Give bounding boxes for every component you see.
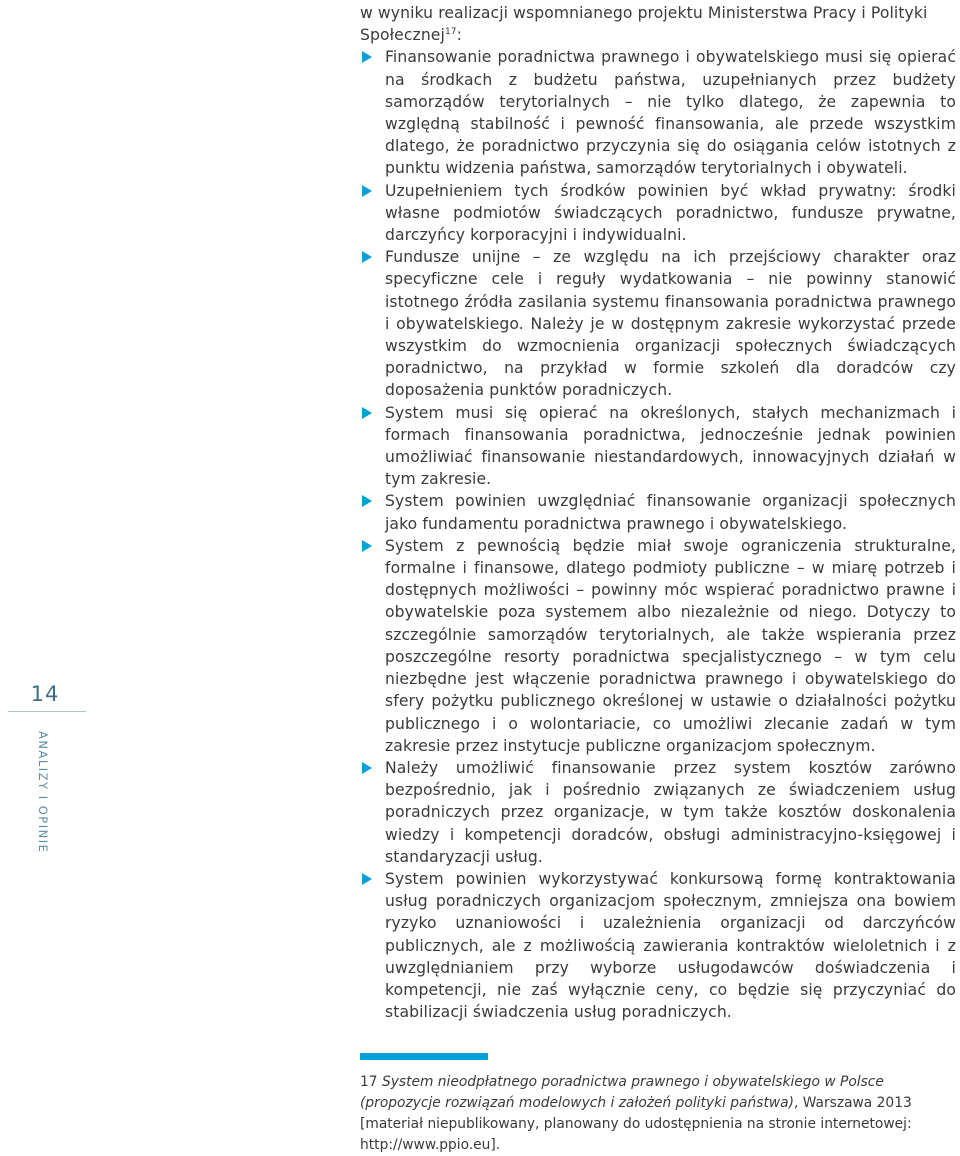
list-item	[360, 180, 956, 247]
footnote-reference[interactable]: 17	[444, 27, 457, 38]
triangle-bullet-icon	[362, 540, 372, 552]
triangle-bullet-icon	[362, 495, 372, 507]
list-item-text: System z pewnością będzie miał swoje ograniczenia strukturalne, formalne i finansowe, dlatego podmioty publiczne – w miarę potrzeb i dostępnych możliwości – powinny móc wspierać poradnictwo prawne i obywatelskie poza systemem albo niezależnie od niego. Dotyczy to szczególnie samorządów terytorialnych, ale także wspierania przez poszczególne resorty poradnictwa specjalistycznego – w tym celu niezbędne jest włączenie poradnictwa prawnego i obywatelskiego do sfery pożytku publicznego określonej w ustawie o działalności pożytku publicznego i o wolontariacie, co umożliwi zlecanie zadań w tym zakresie przez instytucje publiczne organizacjom społecznym.	[385, 536, 956, 755]
list-item-text: System powinien wykorzystywać konkursową formę kontraktowania usług poradniczych organizacjom społecznym, zmniejsza ona bowiem ryzyko uznaniowości i uzależnienia organizacji od darczyńców publicznych, ale z możliwością zawierania kontraktów wieloletnich i z uwzględnianiem przy wyborze usługodawców doświadczenia i kompetencji, nie zaś wyłącznie ceny, co będzie się przyczyniać do stabilizacji świadczenia usług poradniczych.	[385, 869, 956, 1022]
recommendations-list	[360, 46, 956, 1023]
footnote-number: 17	[360, 1074, 378, 1090]
list-item-text: Należy umożliwić finansowanie przez system kosztów zarówno bezpośrednio, jak i pośrednio związanych ze świadczeniem usług poradniczych przez organizacje, w tym także kosztów doskonalenia wiedzy i kompetencji doradców, obsługi administracyjno-księgowej i standaryzacji usług.	[385, 758, 956, 866]
main-text	[360, 2, 956, 1023]
triangle-bullet-icon	[362, 51, 372, 63]
footnote-details: , Warszawa 2013 [materiał niepublikowany, planowany do udostępnienia na stronie internetowej: http://www.ppio.eu].	[360, 1095, 912, 1153]
triangle-bullet-icon	[362, 873, 372, 885]
footnote-title: System nieodpłatnego poradnictwa prawnego i obywatelskiego w Polsce (propozycje rozwiązań modelowych i założeń polityki państwa)	[360, 1074, 884, 1111]
footnote	[360, 1072, 956, 1156]
list-item	[360, 757, 956, 868]
page-number: 14	[30, 682, 60, 706]
list-item	[360, 868, 956, 1023]
list-item	[360, 535, 956, 757]
section-label: ANALIZY I OPINIE	[36, 731, 50, 854]
list-item	[360, 46, 956, 179]
triangle-bullet-icon	[362, 407, 372, 419]
intro-paragraph	[360, 2, 956, 46]
list-item-text: System musi się opierać na określonych, stałych mechanizmach i formach finansowania poradnictwa, jednocześnie jednak powinien umożliwiać finansowanie niestandardowych, innowacyjnych działań w tym zakresie.	[385, 403, 956, 489]
intro-text: w wyniku realizacji wspomnianego projektu Ministerstwa Pracy i Polityki Społecznej	[360, 4, 928, 45]
list-item-text: Fundusze unijne – ze względu na ich przejściowy charakter oraz specyficzne cele i reguły wydatkowania – nie powinny stanowić istotnego źródła zasilania systemu finansowania poradnictwa prawnego i obywatelskiego. Należy je w dostępnym zakresie wykorzystać przede wszystkim do wzmocnienia organizacji społecznych świadczących poradnictwo, na przykład w formie szkoleń dla doradców czy doposażenia punktów poradniczych.	[385, 248, 956, 400]
list-item-text: Finansowanie poradnictwa prawnego i obywatelskiego musi się opierać na środkach z budżetu państwa, uzupełnianych przez budżety samorządów terytorialnych – nie tylko dlatego, że zapewnia to względną stabilność i pewność finansowania, ale przede wszystkim dlatego, że poradnictwo przyczynia się do osiągania celów istotnych z punktu widzenia państwa, samorządów terytorialnych i obywateli.	[385, 48, 956, 178]
list-item-text: Uzupełnieniem tych środków powinien być wkład prywatny: środki własne podmiotów świadczących poradnictwo, fundusze prywatne, darczyńcy korporacyjni i indywidualni.	[385, 181, 956, 245]
list-item-text: System powinien uwzględniać finansowanie organizacji społecznych jako fundamentu poradnictwa prawnego i obywatelskiego.	[385, 492, 956, 533]
intro-colon: :	[456, 26, 462, 45]
triangle-bullet-icon	[362, 185, 372, 197]
list-item	[360, 402, 956, 491]
triangle-bullet-icon	[362, 251, 372, 263]
triangle-bullet-icon	[362, 762, 372, 774]
list-item	[360, 490, 956, 534]
list-item	[360, 246, 956, 401]
footnote-divider	[360, 1053, 488, 1060]
sidebar-divider	[8, 711, 86, 712]
